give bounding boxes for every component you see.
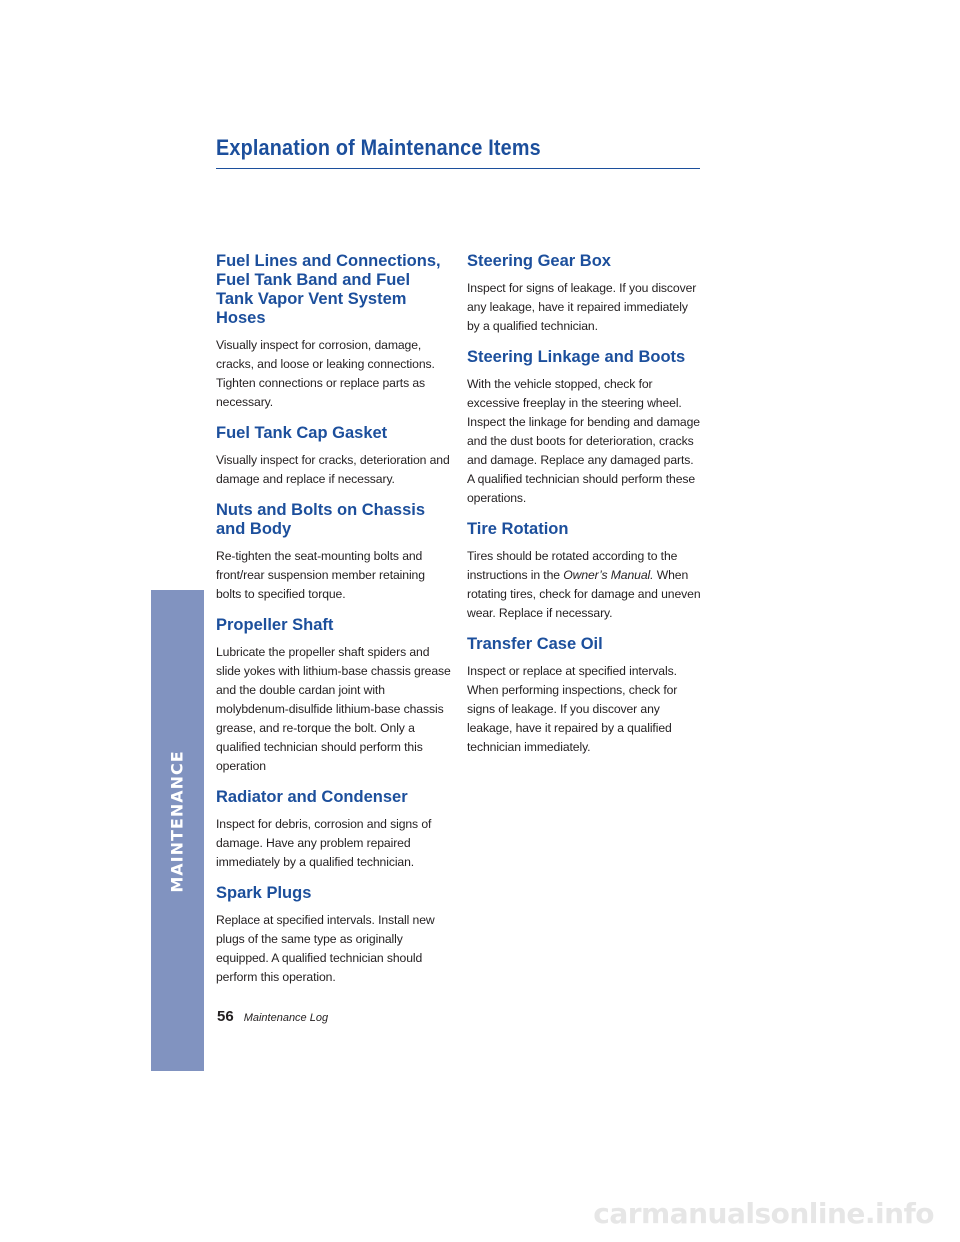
side-tab-label: MAINTENANCE [168,749,188,893]
section-heading: Propeller Shaft [216,616,334,634]
section-heading: Nuts and Bolts on Chassis and Body [216,501,426,538]
section-tire-rotation [467,520,703,623]
section-spark-plugs [216,884,452,987]
right-column [467,252,703,769]
watermark: carmanualsonline.info [593,1197,934,1230]
page-footer [217,1008,328,1025]
left-column [216,252,452,999]
section-steering-gear-box [467,252,703,336]
section-heading: Tire Rotation [467,520,569,538]
section-fuel-tank-cap-gasket [216,424,452,489]
section-body: Inspect for debris, corrosion and signs of damage. Have any problem repaired immediately by a qualified technician. [216,817,432,869]
section-transfer-case-oil [467,635,703,757]
section-fuel-lines [216,252,452,412]
page-number: 56 [217,1008,234,1025]
title-divider [216,168,700,169]
section-body: Re-tighten the seat-mounting bolts and front/rear suspension member retaining bolts to specified torque. [216,549,425,601]
section-heading: Spark Plugs [216,884,312,902]
section-body-text: When rotating tires, check for damage and uneven wear. Replace if necessary. [467,568,701,620]
section-nuts-and-bolts [216,501,452,604]
page-title: Explanation of Maintenance Items [216,135,541,160]
section-radiator-and-condenser [216,788,452,872]
section-body: Inspect for signs of leakage. If you discover any leakage, have it repaired immediately by a qualified technician. [467,281,697,333]
maintenance-side-tab [151,590,204,1071]
owners-manual-reference: Owner’s Manual. [563,568,654,582]
section-body: Inspect or replace at specified intervals. When performing inspections, check for signs of leakage. If you discover any leakage, have it repaired by a qualified technician immediately. [467,664,678,754]
section-body: Visually inspect for cracks, deterioration and damage and replace if necessary. [216,453,450,486]
section-body [467,547,703,623]
section-heading: Steering Linkage and Boots [467,348,686,366]
section-heading: Transfer Case Oil [467,635,603,653]
section-heading: Fuel Tank Cap Gasket [216,424,388,442]
section-body: With the vehicle stopped, check for excessive freeplay in the steering wheel. Inspect the linkage for bending and damage and the dust boots for deterioration, cracks and damage. Replace any damaged parts. A qualified technician should perform these operations. [467,377,700,505]
section-body: Lubricate the propeller shaft spiders and slide yokes with lithium-base chassis grease and the double cardan joint with molybdenum-disulfide lithium-base chassis grease, and re-torque the bolt. Only a qualified technician should perform this operation [216,645,451,773]
section-steering-linkage [467,348,703,508]
running-footer: Maintenance Log [243,1012,329,1024]
section-heading: Steering Gear Box [467,252,611,270]
section-body: Visually inspect for corrosion, damage, cracks, and loose or leaking connections. Tighten connections or replace parts as necessary. [216,338,435,409]
section-body-text: Tires should be rotated according to the instructions in the [467,549,678,582]
section-body: Replace at specified intervals. Install new plugs of the same type as originally equipped. A qualified technician should perform this operation. [216,913,435,984]
section-heading: Radiator and Condenser [216,788,408,806]
section-heading: Fuel Lines and Connections, Fuel Tank Band and Fuel Tank Vapor Vent System Hoses [216,252,441,327]
section-propeller-shaft [216,616,452,776]
